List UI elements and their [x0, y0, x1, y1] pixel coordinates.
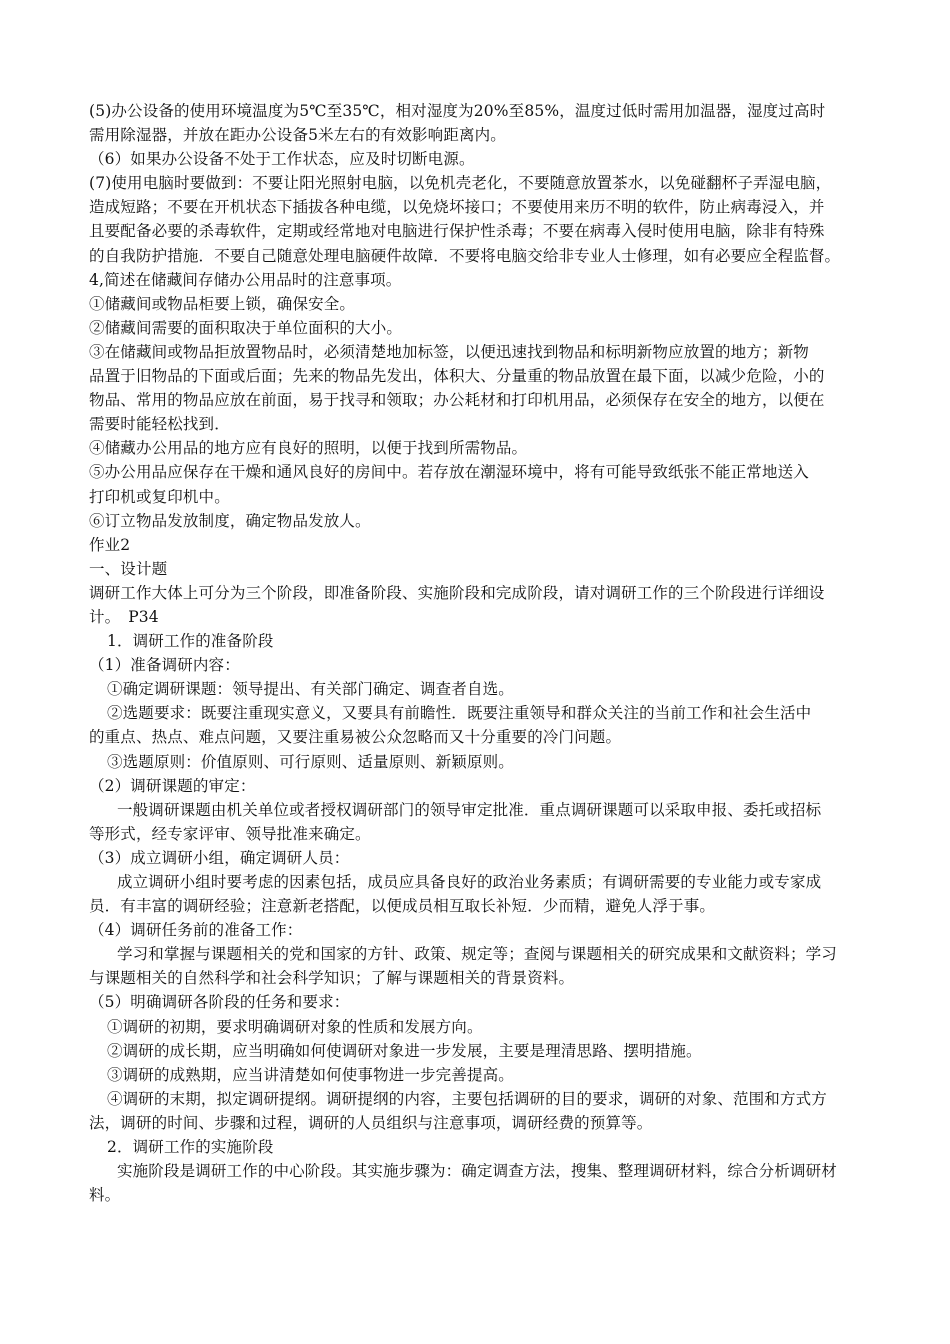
subsection-heading: 2．调研工作的实施阶段: [107, 1138, 274, 1157]
text-line: 造成短路；不要在开机状态下插拔各种电缆，以免烧坏接口；不要使用来历不明的软件，防止病毒浸入，并: [89, 198, 825, 217]
question-heading: 4,简述在储藏间存储办公用品时的注意事项。: [89, 270, 402, 289]
text-line: 计。 P34: [89, 607, 159, 626]
text-line: 一般调研课题由机关单位或者授权调研部门的领导审定批准．重点调研课题可以采取申报、委托或招标: [117, 800, 822, 819]
subsection-heading: （5）明确调研各阶段的任务和要求：: [89, 993, 350, 1012]
text-line: 等形式，经专家评审、领导批准来确定。: [89, 824, 371, 843]
list-item: ②选题要求：既要注重现实意义，又要具有前瞻性．既要注重领导和群众关注的当前工作和社会生活中: [107, 704, 812, 723]
list-item: ⑥订立物品发放制度，确定物品发放人。: [89, 511, 371, 530]
subsection-heading: （3）成立调研小组，确定调研人员：: [89, 848, 350, 867]
text-line: (5)办公设备的使用环境温度为5℃至35℃，相对湿度为20%至85%，温度过低时需用加温器，湿度过高时: [89, 102, 826, 120]
text-line: 料。: [89, 1186, 121, 1205]
document-page: [89, 99, 879, 1207]
subsection-heading: （2）调研课题的审定：: [89, 776, 256, 795]
list-item: ①储藏间或物品柜要上锁，确保安全。: [89, 294, 356, 313]
text-line: 品置于旧物品的下面或后面；先来的物品先发出，体积大、分量重的物品放置在最下面，以减少危险，小的: [89, 367, 825, 386]
text-line: 需要时能轻松找到．: [89, 415, 230, 434]
text-line: 调研工作大体上可分为三个阶段，即准备阶段、实施阶段和完成阶段，请对调研工作的三个阶段进行详细设: [89, 583, 825, 602]
list-item: ②调研的成长期，应当明确如何使调研对象进一步发展，主要是理清思路、摆明措施。: [107, 1041, 702, 1060]
list-item: ③选题原则：价值原则、可行原则、适量原则、新颖原则。: [107, 752, 514, 771]
section-heading: 一、设计题: [89, 559, 168, 578]
subsection-heading: （4）调研任务前的准备工作：: [89, 921, 303, 940]
text-line: 成立调研小组时要考虑的因素包括，成员应具备良好的政治业务素质；有调研需要的专业能力或专家成: [117, 873, 822, 891]
text-line: 需用除湿器，并放在距办公设备5米左右的有效影响距离内。: [89, 126, 506, 145]
list-item: ①确定调研课题：领导提出、有关部门确定、调查者自选。: [107, 680, 514, 699]
text-line: 员．有丰富的调研经验；注意新老搭配，以便成员相互取长补短．少而精，避免人浮于事。: [89, 897, 716, 916]
list-item: ③在储藏间或物品拒放置物品时，必须清楚地加标签，以便迅速找到物品和标明新物应放置的地方；新物: [89, 342, 809, 361]
text-line: 物品、常用的物品应放在前面，易于找寻和领取；办公耗材和打印机用品，必须保存在安全的地方，以便在: [89, 391, 825, 410]
text-line: (7)使用电脑时要做到：不要让阳光照射电脑，以免机壳老化，不要随意放置茶水，以免碰翻杯子弄湿电脑，: [89, 174, 832, 193]
text-line: 法，调研的时间、步骤和过程，调研的人员组织与注意事项，调研经费的预算等。: [89, 1113, 653, 1132]
list-item: ④储藏办公用品的地方应有良好的照明，以便于找到所需物品。: [89, 439, 528, 458]
text-line: 实施阶段是调研工作的中心阶段。其实施步骤为：确定调查方法，搜集、整理调研材料，综合分析调研材: [117, 1162, 837, 1181]
text-line: 打印机或复印机中。: [89, 487, 230, 506]
text-line: 的重点、热点、难点问题，又要注重易被公众忽略而又十分重要的冷门问题。: [89, 728, 622, 747]
list-item: ③调研的成熟期，应当讲清楚如何使事物进一步完善提高。: [107, 1065, 514, 1084]
text-line: 的自我防护措施．不要自己随意处理电脑硬件故障．不要将电脑交给非专业人士修理，如有必要应全程监督。: [89, 246, 841, 265]
subsection-heading: 1．调研工作的准备阶段: [107, 632, 274, 651]
text-line: 且要配备必要的杀毒软件，定期或经常地对电脑进行保护性杀毒；不要在病毒入侵时使用电脑，除非有特殊: [89, 222, 825, 241]
list-item: ④调研的末期，拟定调研提纲。调研提纲的内容，主要包括调研的目的要求，调研的对象、范围和方式方: [107, 1089, 827, 1108]
text-line: 学习和掌握与课题相关的党和国家的方针、政策、规定等；查阅与课题相关的研究成果和文献资料；学习: [117, 945, 837, 964]
list-item: ⑤办公用品应保存在干燥和通风良好的房间中。若存放在潮湿环境中，将有可能导致纸张不能正常地送入: [89, 463, 809, 482]
list-item: ①调研的初期，要求明确调研对象的性质和发展方向。: [107, 1017, 483, 1036]
text-line: 与课题相关的自然科学和社会科学知识；了解与课题相关的背景资料。: [89, 969, 575, 988]
list-item: ②储藏间需要的面积取决于单位面积的大小。: [89, 318, 403, 337]
text-line: （6）如果办公设备不处于工作状态，应及时切断电源。: [89, 150, 475, 169]
section-heading: 作业2: [89, 535, 131, 554]
subsection-heading: （1）准备调研内容：: [89, 656, 240, 675]
